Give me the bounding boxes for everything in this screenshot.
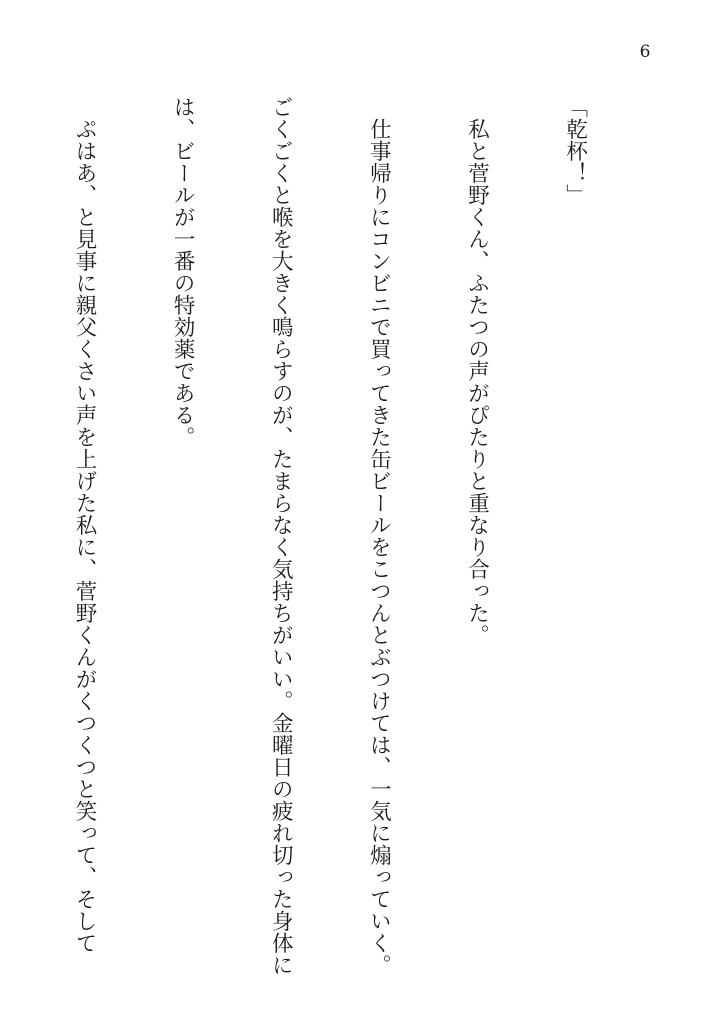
text-line: 私と菅野くん、ふたつの声がぴたりと重なり合った。	[464, 96, 490, 646]
text-line: 仕事帰りにコンビニで買ってきた缶ビールをこつんとぶつけては、一気に煽っていく。	[366, 96, 392, 976]
body-text	[72, 96, 656, 976]
page-number: 6	[639, 42, 651, 62]
text-line: 「乾杯！」	[562, 96, 588, 206]
text-line: は、ビールが一番の特効薬である。	[170, 96, 196, 448]
text-line: ごくごくと喉を大きく鳴らすのが、たまらなく気持ちがいい。金曜日の疲れ切った身体に	[268, 96, 294, 976]
text-line: ぷはあ、と見事に親父くさい声を上げた私に、菅野くんがくつくつと笑って、そして	[72, 96, 98, 954]
text-line	[0, 96, 2, 976]
